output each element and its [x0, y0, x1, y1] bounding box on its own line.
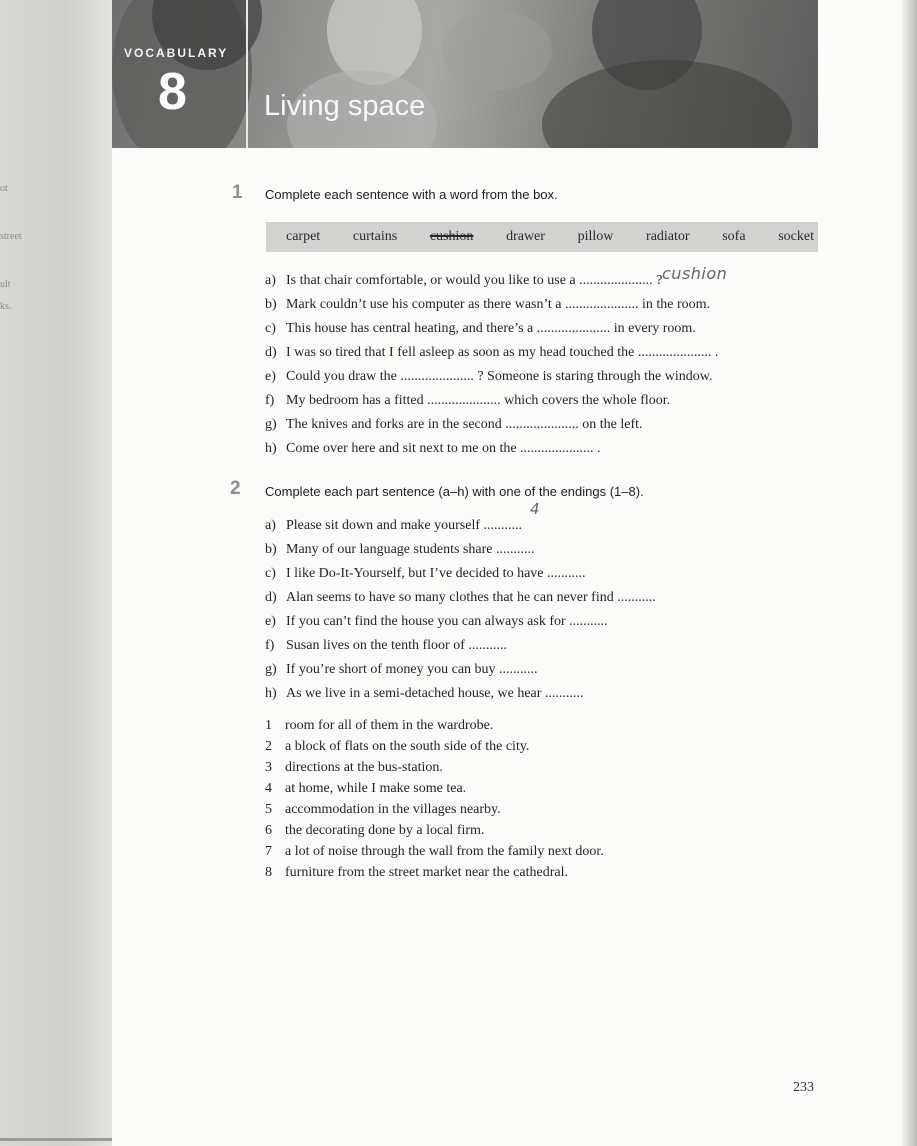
sentence-label: d) — [265, 590, 277, 605]
word-box — [266, 222, 818, 252]
sentence-label: c) — [265, 566, 276, 581]
sentence-text: Could you draw the ..................... ? Someone is staring through the window. — [286, 369, 713, 384]
handwritten-answer: 4 — [530, 500, 541, 518]
binding-shadow — [0, 0, 120, 1146]
ending-text: at home, while I make some tea. — [285, 781, 467, 796]
margin-fragment: street — [0, 231, 22, 242]
sentence-text: Is that chair comfortable, or would you like to use a ..................... ? — [286, 273, 663, 288]
ending-item — [265, 841, 604, 862]
sentence-text: This house has central heating, and there’s a ..................... in every room. — [286, 321, 696, 336]
margin-fragment: ks. — [0, 301, 12, 312]
margin-fragment: ult — [0, 279, 11, 290]
sentence-label: g) — [265, 662, 277, 677]
sentence-label: e) — [265, 614, 276, 629]
sentence-text: Alan seems to have so many clothes that he can never find ........... — [286, 590, 656, 605]
exercise-1-number: 1 — [232, 182, 243, 203]
ending-item — [265, 778, 604, 799]
sentence-text: Mark couldn’t use his computer as there wasn’t a ..................... in the room. — [286, 297, 711, 312]
ending-item — [265, 736, 604, 757]
ending-number: 1 — [265, 718, 272, 733]
word-box-item: pillow — [577, 229, 614, 244]
sentence-text: Susan lives on the tenth floor of ........... — [286, 638, 507, 653]
ending-item — [265, 862, 604, 883]
exercise-1-sentences — [265, 269, 718, 461]
sentence-item — [265, 514, 656, 538]
sentence-item — [265, 269, 718, 293]
ending-item — [265, 757, 604, 778]
sentence-label: g) — [265, 417, 277, 432]
header-photo-banner — [112, 0, 818, 148]
sentence-item — [265, 658, 656, 682]
sentence-text: My bedroom has a fitted ..................... which covers the whole floor. — [286, 393, 671, 408]
banner-divider — [246, 0, 248, 148]
sentence-label: h) — [265, 441, 277, 456]
word-box-item: drawer — [506, 229, 545, 244]
ending-text: the decorating done by a local firm. — [285, 823, 485, 838]
word-box-item: socket — [778, 229, 814, 244]
ending-item — [265, 715, 604, 736]
sentence-label: b) — [265, 542, 277, 557]
ending-text: room for all of them in the wardrobe. — [285, 718, 494, 733]
sentence-item — [265, 610, 656, 634]
sentence-item — [265, 317, 718, 341]
sentence-label: h) — [265, 686, 277, 701]
unit-number: 8 — [158, 63, 187, 121]
exercise-2-endings — [265, 715, 604, 883]
margin-fragment: ot — [0, 183, 8, 194]
page-edge — [903, 0, 917, 1146]
sentence-label: e) — [265, 369, 276, 384]
word-box-item: carpet — [286, 229, 321, 244]
ending-number: 2 — [265, 739, 272, 754]
ending-item — [265, 799, 604, 820]
ending-text: accommodation in the villages nearby. — [285, 802, 501, 817]
sentence-item — [265, 389, 718, 413]
word-box-item: curtains — [352, 229, 398, 244]
sentence-label: d) — [265, 345, 277, 360]
sentence-text: The knives and forks are in the second ..................... on the left. — [286, 417, 643, 432]
word-box-item-crossed-out: cushion — [429, 229, 474, 244]
ending-number: 3 — [265, 760, 272, 775]
sentence-item — [265, 586, 656, 610]
ending-text: a block of flats on the south side of the city. — [285, 739, 530, 754]
ending-text: directions at the bus-station. — [285, 760, 443, 775]
ending-number: 4 — [265, 781, 272, 796]
word-box-item: radiator — [646, 229, 690, 244]
sentence-label: b) — [265, 297, 277, 312]
ending-text: furniture from the street market near the cathedral. — [285, 865, 568, 880]
section-label: VOCABULARY — [124, 46, 229, 60]
sentence-text: Many of our language students share ........... — [286, 542, 535, 557]
sentence-item — [265, 413, 718, 437]
sentence-text: As we live in a semi-detached house, we hear ........... — [286, 686, 584, 701]
sentence-text: If you’re short of money you can buy ........... — [286, 662, 538, 677]
page-number: 233 — [793, 1080, 814, 1095]
exercise-1-instruction: Complete each sentence with a word from the box. — [265, 187, 558, 202]
sentence-item — [265, 437, 718, 461]
sentence-text: I was so tired that I fell asleep as soon as my head touched the ..................... . — [286, 345, 719, 360]
sentence-label: a) — [265, 518, 276, 533]
sentence-label: f) — [265, 638, 275, 653]
sentence-text: Please sit down and make yourself ........... — [286, 518, 523, 533]
sentence-label: c) — [265, 321, 276, 336]
sentence-label: a) — [265, 273, 276, 288]
sentence-item — [265, 634, 656, 658]
sentence-item — [265, 562, 656, 586]
sentence-item — [265, 293, 718, 317]
bottom-edge-line — [0, 1138, 112, 1141]
handwritten-answer: cushion — [662, 264, 728, 283]
sentence-label: f) — [265, 393, 275, 408]
sentence-item — [265, 682, 656, 706]
exercise-2-sentences — [265, 514, 656, 706]
sentence-text: Come over here and sit next to me on the ..................... . — [286, 441, 601, 456]
ending-number: 8 — [265, 865, 272, 880]
exercise-2-instruction: Complete each part sentence (a–h) with one of the endings (1–8). — [265, 484, 644, 499]
ending-number: 7 — [265, 844, 272, 859]
ending-number: 6 — [265, 823, 272, 838]
ending-number: 5 — [265, 802, 272, 817]
sentence-item — [265, 538, 656, 562]
word-box-item: sofa — [722, 229, 746, 244]
ending-item — [265, 820, 604, 841]
sentence-text: If you can’t find the house you can always ask for ........... — [286, 614, 608, 629]
sentence-text: I like Do-It-Yourself, but I’ve decided to have ........... — [286, 566, 586, 581]
ending-text: a lot of noise through the wall from the family next door. — [285, 844, 604, 859]
unit-title: Living space — [264, 90, 426, 122]
sentence-item — [265, 365, 718, 389]
exercise-2-number: 2 — [230, 478, 241, 499]
sentence-item — [265, 341, 718, 365]
